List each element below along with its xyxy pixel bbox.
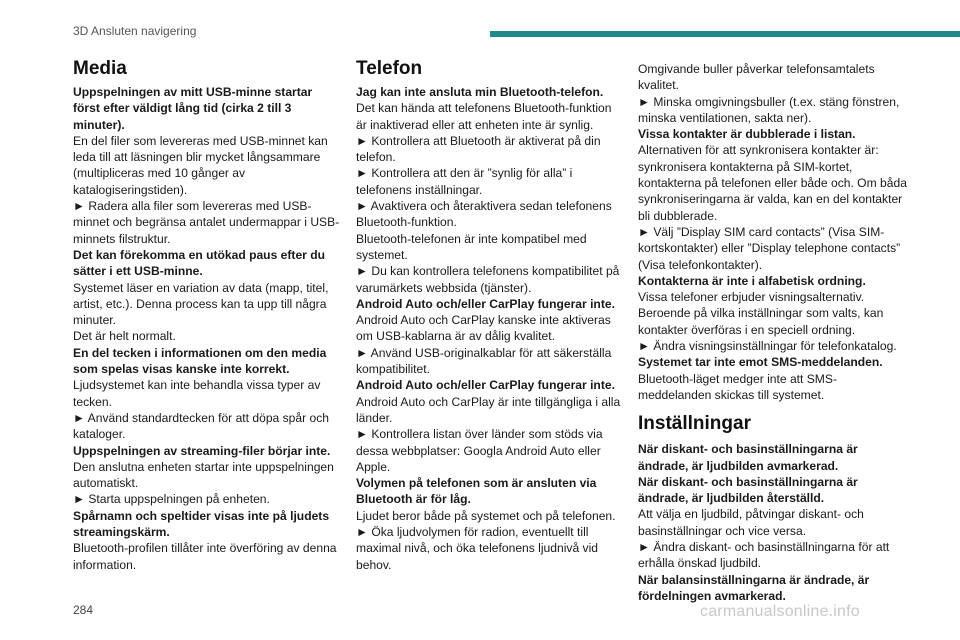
section-heading-installningar: Inställningar: [638, 413, 751, 435]
paragraph: ► Öka ljudvolymen för radion, eventuellt till maximal nivå, och öka telefonens ljudnivå vid behov.: [356, 525, 599, 572]
section-heading-media: Media: [73, 58, 127, 79]
bold-question: Uppspelningen av mitt USB-minne startar först efter väldigt lång tid (cirka 2 till 3 minuter).: [73, 85, 313, 132]
bold-question: När balansinställningarna är ändrade, är fördelningen avmarkerad.: [638, 572, 870, 603]
paragraph: ► Avaktivera och återaktivera sedan telefonens Bluetooth-funktion.: [356, 199, 612, 230]
column-telefon-continued: [638, 61, 910, 604]
column3-body-bottom: [638, 441, 910, 604]
paragraph: ► Kontrollera att den är ”synlig för alla” i telefonens inställningar.: [356, 166, 573, 197]
paragraph: Systemet läser en variation av data (mapp, titel, artist, etc.). Denna process kan ta upp till några minuter.: [73, 280, 329, 328]
page-number: 284: [73, 603, 94, 617]
paragraph: ► Ändra visningsinställningar för telefonkatalog.: [638, 339, 897, 354]
paragraph: Vissa telefoner erbjuder visningsalternativ. Beroende på vilka inställningar som valts, kan kontakter överföras i en speciell ordning.: [638, 290, 884, 337]
paragraph: Att välja en ljudbild, påtvingar diskant- och basinställningar och vice versa.: [638, 507, 864, 538]
paragraph: Android Auto och CarPlay kanske inte aktiveras om USB-kablarna är av dålig kvalitet.: [356, 313, 611, 344]
column2-body: [356, 84, 624, 573]
bold-question: Kontakterna är inte i alfabetisk ordning.: [638, 273, 866, 288]
paragraph: ► Kontrollera listan över länder som stöds via dessa webbplatser: Googla Android Auto eller Apple.: [356, 427, 603, 474]
paragraph: ► Välj ”Display SIM card contacts” (Visa SIM-kortskontakter) eller ”Display telephone contacts” (Visa telefonkontakter).: [638, 224, 901, 272]
watermark: carmanualsonline.info: [700, 603, 860, 620]
paragraph: ► Starta uppspelningen på enheten.: [73, 492, 270, 507]
paragraph: Bluetooth-läget medger inte att SMS-meddelanden skickas till systemet.: [638, 371, 837, 402]
paragraph: Det kan hända att telefonens Bluetooth-funktion är inaktiverad eller att enheten inte är synlig.: [356, 101, 612, 132]
column1-body: [73, 84, 341, 573]
column3-body-top: [638, 61, 910, 403]
paragraph: ► Du kan kontrollera telefonens kompatibilitet på varumärkets webbsida (tjänster).: [356, 264, 620, 295]
bold-question: Systemet tar inte emot SMS-meddelanden.: [638, 355, 883, 370]
paragraph: Den anslutna enheten startar inte uppspelningen automatiskt.: [73, 459, 334, 491]
paragraph: Bluetooth-profilen tillåter inte överföring av denna information.: [73, 541, 337, 572]
paragraph: ► Radera alla filer som levereras med USB-minnet och begränsa antalet undermappar i USB-minnets filstruktur.: [73, 199, 340, 246]
bold-question: När diskant- och basinställningarna är ändrade, är ljudbilden avmarkerad.: [638, 442, 858, 473]
paragraph: ► Kontrollera att Bluetooth är aktiverat på din telefon.: [356, 133, 601, 165]
bold-question: Android Auto och/eller CarPlay fungerar inte.: [356, 296, 615, 311]
column-telefon: [356, 58, 624, 573]
bold-question: Det kan förekomma en utökad paus efter du sätter i ett USB-minne.: [73, 247, 326, 279]
paragraph: Det är helt normalt.: [73, 329, 176, 344]
bold-question: Vissa kontakter är dubblerade i listan.: [638, 127, 856, 142]
bold-question: Android Auto och/eller CarPlay fungerar inte.: [356, 378, 615, 393]
paragraph: ► Minska omgivningsbuller (t.ex. stäng fönstren, minska ventilationen, sakta ner).: [638, 94, 900, 125]
bold-question: Volymen på telefonen som är ansluten via Bluetooth är för låg.: [356, 476, 597, 507]
paragraph: Alternativen för att synkronisera kontakter är: synkronisera kontakterna på SIM-kortet, kontakterna på telefonen eller både och. Om båda synkroniseringarna är valda, kan en del kontakter bli dubblerade.: [638, 143, 907, 223]
paragraph: ► Ändra diskant- och basinställningarna för att erhålla önskad ljudbild.: [638, 540, 890, 571]
paragraph: ► Använd standardtecken för att döpa spår och kataloger.: [73, 410, 330, 442]
paragraph: Android Auto och CarPlay är inte tillgängliga i alla länder.: [356, 394, 621, 425]
header-title: 3D Ansluten navigering: [73, 24, 197, 38]
section-heading-telefon: Telefon: [356, 58, 423, 79]
paragraph: Bluetooth-telefonen är inte kompatibel med systemet.: [356, 231, 587, 262]
bold-question: När diskant- och basinställningarna är ändrade, är ljudbilden återställd.: [638, 474, 858, 506]
header-accent-bar: [490, 31, 960, 37]
paragraph: Ljudsystemet kan inte behandla vissa typer av tecken.: [73, 378, 321, 409]
bold-question: Jag kan inte ansluta min Bluetooth-telefon.: [356, 85, 604, 99]
paragraph: Ljudet beror både på systemet och på telefonen.: [356, 508, 616, 523]
paragraph: Omgivande buller påverkar telefonsamtalets kvalitet.: [638, 62, 875, 93]
paragraph: En del filer som levereras med USB-minnet kan leda till att läsningen blir mycket långsammare (multipliceras med 10 gånger av katalogiseringstiden).: [73, 133, 328, 197]
bold-question: Uppspelningen av streaming-filer börjar inte.: [73, 443, 331, 458]
bold-question: En del tecken i informationen om den media som spelas visas kanske inte korrekt.: [73, 345, 327, 377]
column-media: [73, 58, 341, 573]
paragraph: ► Använd USB-originalkablar för att säkerställa kompatibilitet.: [356, 345, 612, 377]
bold-question: Spårnamn och speltider visas inte på ljudets streamingskärm.: [73, 508, 330, 540]
